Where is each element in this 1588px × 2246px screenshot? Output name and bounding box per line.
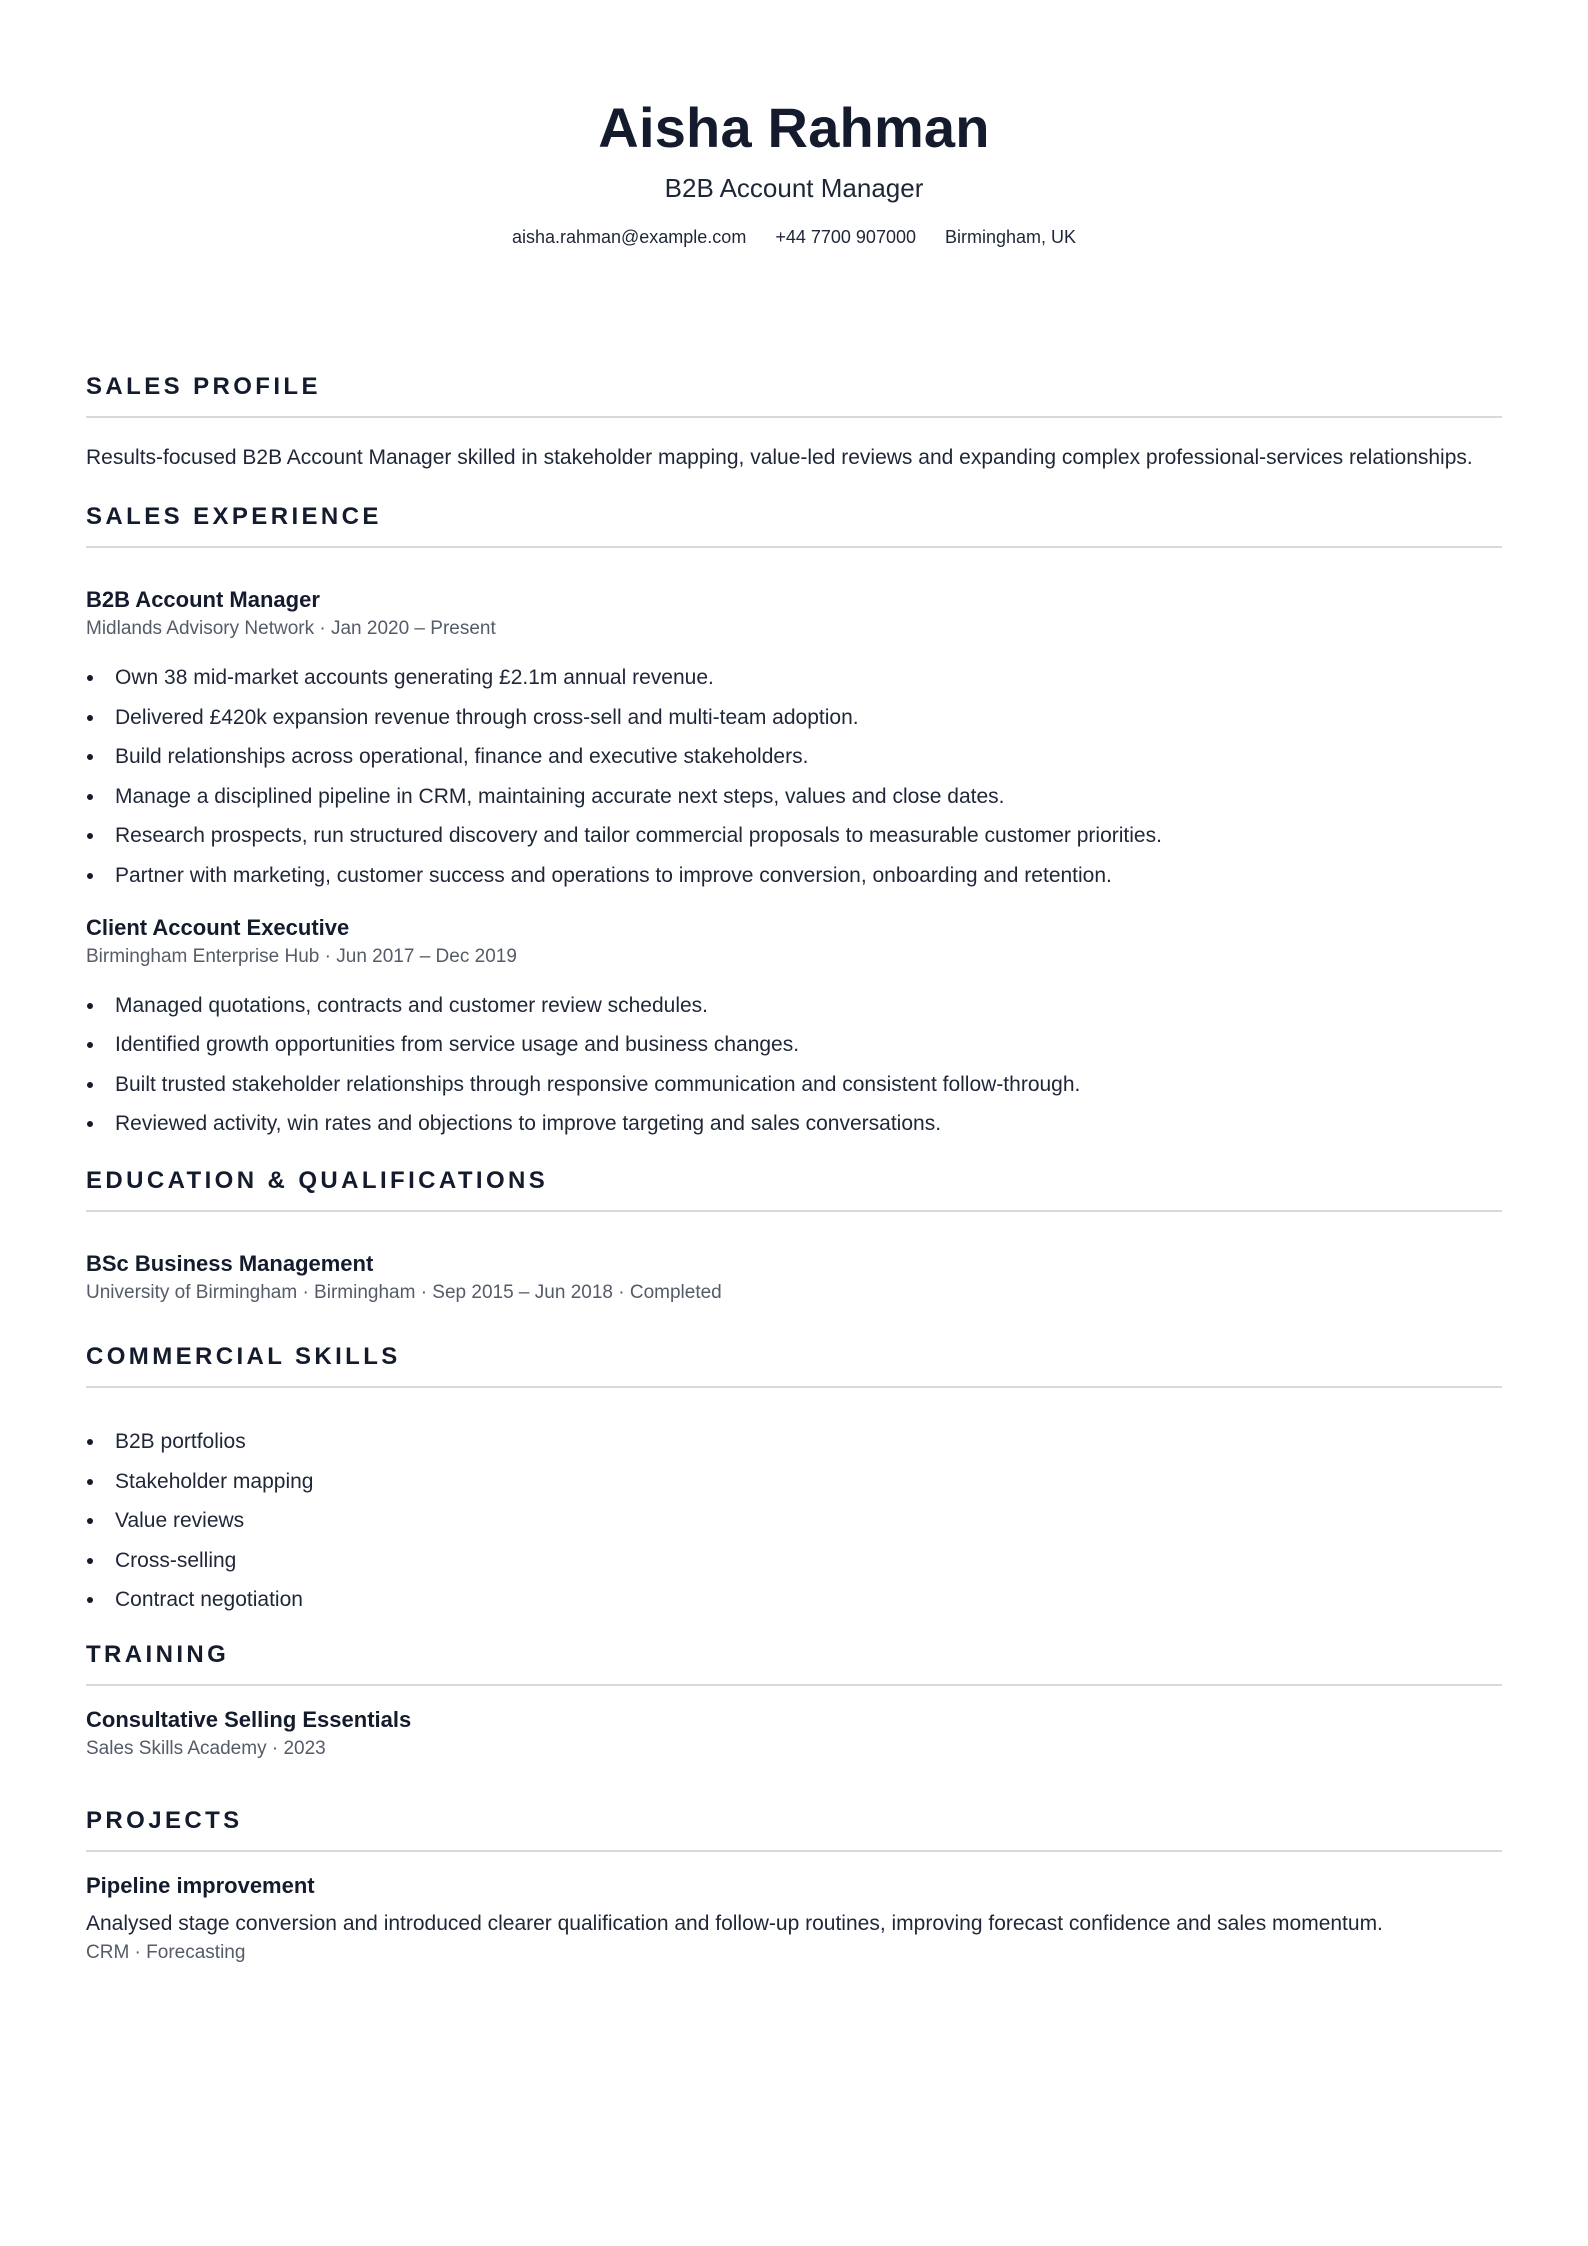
list-item: Stakeholder mapping xyxy=(86,1462,1502,1502)
job-title: Client Account Executive xyxy=(86,914,350,940)
list-item: Partner with marketing, customer success and operations to improve conversion, onboarding and retention. xyxy=(86,856,1502,896)
project-name: Pipeline improvement xyxy=(86,1872,315,1898)
job-title: B2B Account Manager xyxy=(86,587,320,612)
list-item: Managed quotations, contracts and customer review schedules. xyxy=(86,986,1502,1026)
list-item: Build relationships across operational, finance and executive stakeholders. xyxy=(86,737,1502,777)
contact-line xyxy=(86,226,1502,248)
section-education xyxy=(86,1166,1502,1306)
project-description: Analysed stage conversion and introduced clearer qualification and follow-up routines, improving forecast confidence and sales momentum. xyxy=(86,1911,1383,1935)
job-achievements xyxy=(86,658,1502,896)
section-title: PROJECTS xyxy=(86,1806,1502,1852)
job-meta: Birmingham Enterprise Hub · Jun 2017 – Dec 2019 xyxy=(86,945,517,967)
list-item: Research prospects, run structured discovery and tailor commercial proposals to measurable customer priorities. xyxy=(86,816,1502,856)
job-entry xyxy=(86,586,1502,896)
list-item: Identified growth opportunities from service usage and business changes. xyxy=(86,1025,1502,1065)
section-title: TRAINING xyxy=(86,1640,1502,1686)
section-training xyxy=(86,1640,1502,1762)
candidate-name: Aisha Rahman xyxy=(598,96,990,159)
training-name: Consultative Selling Essentials xyxy=(86,1706,412,1732)
list-item: Cross-selling xyxy=(86,1541,1502,1581)
education-meta: University of Birmingham · Birmingham · Sep 2015 – Jun 2018 · Completed xyxy=(86,1281,722,1303)
project-entry xyxy=(86,1872,1502,1966)
job-achievements xyxy=(86,986,1502,1144)
skills-list xyxy=(86,1422,1502,1620)
section-title: COMMERCIAL SKILLS xyxy=(86,1342,1502,1388)
list-item: Manage a disciplined pipeline in CRM, maintaining accurate next steps, values and close dates. xyxy=(86,777,1502,817)
list-item: B2B portfolios xyxy=(86,1422,1502,1462)
list-item: Reviewed activity, win rates and objections to improve targeting and sales conversations. xyxy=(86,1104,1502,1144)
resume-header xyxy=(86,0,1502,248)
profile-summary: Results-focused B2B Account Manager skilled in stakeholder mapping, value-led reviews and expanding complex professional-services relationships. xyxy=(86,446,1473,469)
list-item: Value reviews xyxy=(86,1501,1502,1541)
degree-title: BSc Business Management xyxy=(86,1250,374,1276)
section-title: SALES PROFILE xyxy=(86,372,1502,418)
list-item: Built trusted stakeholder relationships through responsive communication and consistent follow-through. xyxy=(86,1065,1502,1105)
contact-location: Birmingham, UK xyxy=(945,227,1077,247)
training-meta: Sales Skills Academy · 2023 xyxy=(86,1737,326,1759)
list-item: Own 38 mid-market accounts generating £2.1m annual revenue. xyxy=(86,658,1502,698)
training-entry xyxy=(86,1706,1502,1762)
contact-phone: +44 7700 907000 xyxy=(775,227,916,247)
contact-email: aisha.rahman@example.com xyxy=(511,227,747,247)
job-entry xyxy=(86,914,1502,1144)
project-tags: CRM · Forecasting xyxy=(86,1941,246,1963)
section-sales-profile xyxy=(86,372,1502,474)
section-title: EDUCATION & QUALIFICATIONS xyxy=(86,1166,1502,1212)
candidate-headline: B2B Account Manager xyxy=(664,173,924,203)
education-entry xyxy=(86,1250,1502,1306)
section-title: SALES EXPERIENCE xyxy=(86,502,1502,548)
job-meta: Midlands Advisory Network · Jan 2020 – Present xyxy=(86,618,496,639)
section-sales-experience xyxy=(86,502,1502,1144)
section-projects xyxy=(86,1806,1502,1966)
list-item: Delivered £420k expansion revenue through cross-sell and multi-team adoption. xyxy=(86,698,1502,738)
list-item: Contract negotiation xyxy=(86,1580,1502,1620)
section-commercial-skills xyxy=(86,1342,1502,1620)
